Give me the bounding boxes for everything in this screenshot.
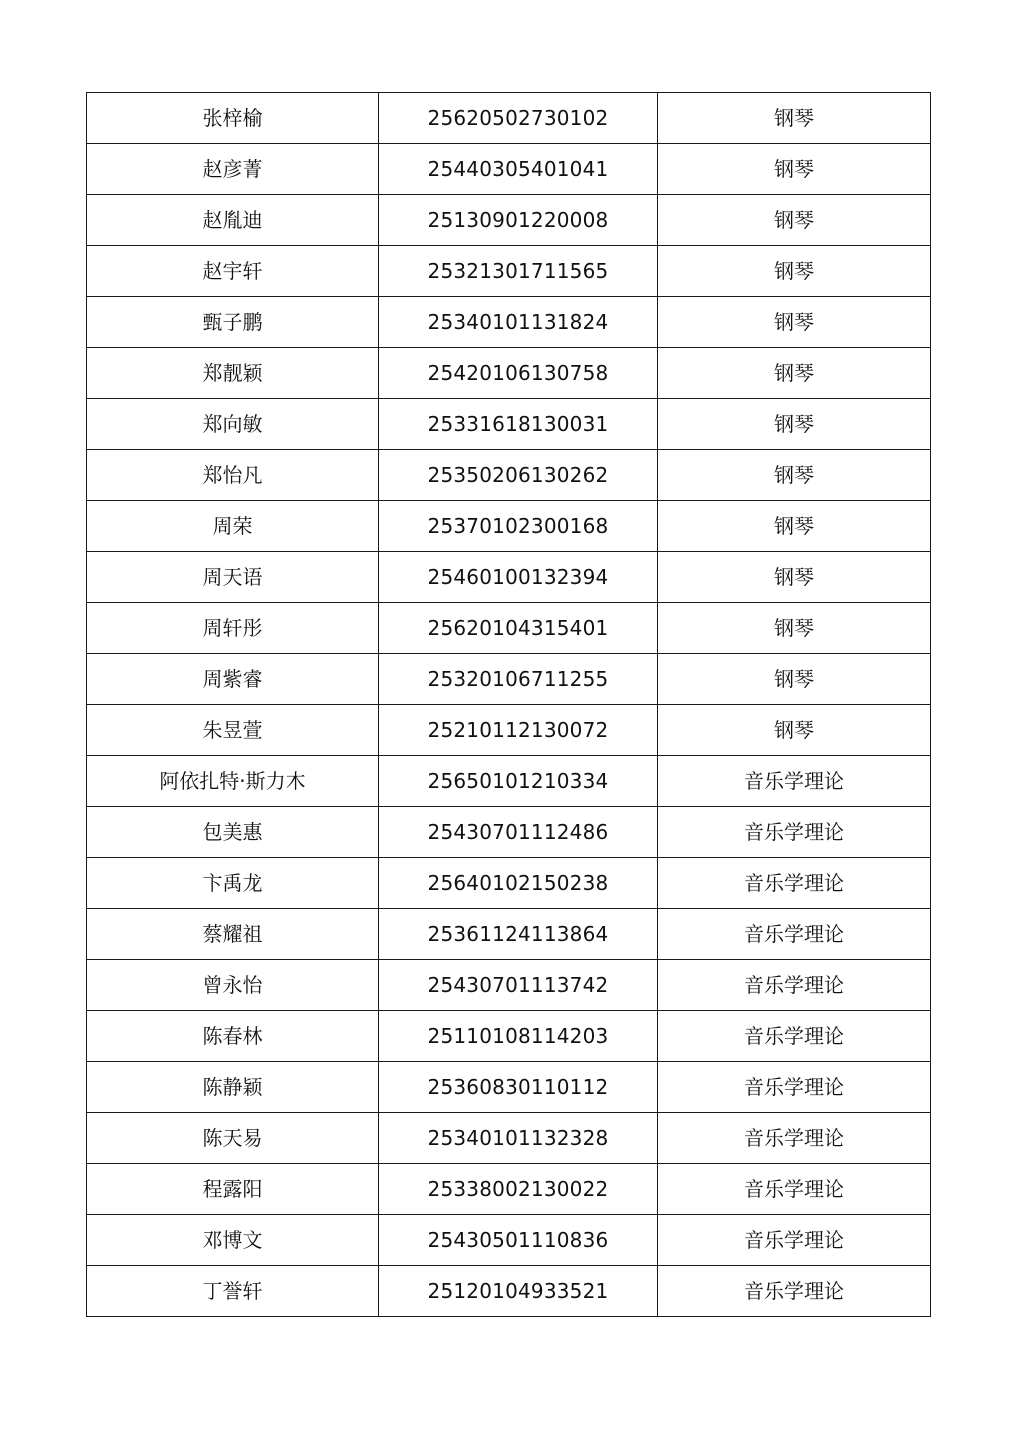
table-row <box>87 1062 931 1113</box>
table-row <box>87 654 931 705</box>
name-cell: 周天语 <box>87 552 379 603</box>
major-cell: 钢琴 <box>658 195 931 246</box>
table-row <box>87 1215 931 1266</box>
major-cell: 音乐学理论 <box>658 1011 931 1062</box>
table-row <box>87 399 931 450</box>
major-cell: 音乐学理论 <box>658 1062 931 1113</box>
exam-id-cell: 25430701112486 <box>379 807 658 858</box>
name-cell: 阿依扎特·斯力木 <box>87 756 379 807</box>
major-cell: 音乐学理论 <box>658 909 931 960</box>
name-cell: 郑向敏 <box>87 399 379 450</box>
table-row <box>87 552 931 603</box>
exam-id-cell: 25360830110112 <box>379 1062 658 1113</box>
table-row <box>87 450 931 501</box>
roster-table-body <box>87 93 931 1317</box>
exam-id-cell: 25340101132328 <box>379 1113 658 1164</box>
major-cell: 音乐学理论 <box>658 1215 931 1266</box>
table-row <box>87 501 931 552</box>
exam-id-cell: 25620104315401 <box>379 603 658 654</box>
table-row <box>87 195 931 246</box>
exam-id-cell: 25430701113742 <box>379 960 658 1011</box>
name-cell: 赵彦菁 <box>87 144 379 195</box>
exam-id-cell: 25620502730102 <box>379 93 658 144</box>
name-cell: 郑怡凡 <box>87 450 379 501</box>
exam-id-cell: 25120104933521 <box>379 1266 658 1317</box>
roster-table <box>86 92 931 1317</box>
exam-id-cell: 25430501110836 <box>379 1215 658 1266</box>
name-cell: 陈天易 <box>87 1113 379 1164</box>
major-cell: 音乐学理论 <box>658 1266 931 1317</box>
exam-id-cell: 25130901220008 <box>379 195 658 246</box>
exam-id-cell: 25440305401041 <box>379 144 658 195</box>
exam-id-cell: 25320106711255 <box>379 654 658 705</box>
table-row <box>87 144 931 195</box>
major-cell: 钢琴 <box>658 450 931 501</box>
name-cell: 周轩彤 <box>87 603 379 654</box>
name-cell: 张梓榆 <box>87 93 379 144</box>
exam-id-cell: 25350206130262 <box>379 450 658 501</box>
major-cell: 钢琴 <box>658 552 931 603</box>
name-cell: 程露阳 <box>87 1164 379 1215</box>
name-cell: 赵宇轩 <box>87 246 379 297</box>
name-cell: 郑靓颖 <box>87 348 379 399</box>
name-cell: 周荣 <box>87 501 379 552</box>
table-row <box>87 1011 931 1062</box>
table-row <box>87 1266 931 1317</box>
name-cell: 陈静颖 <box>87 1062 379 1113</box>
exam-id-cell: 25370102300168 <box>379 501 658 552</box>
major-cell: 音乐学理论 <box>658 807 931 858</box>
name-cell: 朱昱萱 <box>87 705 379 756</box>
exam-id-cell: 25340101131824 <box>379 297 658 348</box>
major-cell: 钢琴 <box>658 399 931 450</box>
table-row <box>87 858 931 909</box>
exam-id-cell: 25640102150238 <box>379 858 658 909</box>
table-row <box>87 960 931 1011</box>
exam-id-cell: 25420106130758 <box>379 348 658 399</box>
exam-id-cell: 25338002130022 <box>379 1164 658 1215</box>
table-row <box>87 705 931 756</box>
exam-id-cell: 25110108114203 <box>379 1011 658 1062</box>
table-row <box>87 756 931 807</box>
major-cell: 钢琴 <box>658 297 931 348</box>
name-cell: 卞禹龙 <box>87 858 379 909</box>
major-cell: 钢琴 <box>658 501 931 552</box>
major-cell: 钢琴 <box>658 654 931 705</box>
name-cell: 周紫睿 <box>87 654 379 705</box>
major-cell: 钢琴 <box>658 348 931 399</box>
major-cell: 音乐学理论 <box>658 960 931 1011</box>
table-row <box>87 348 931 399</box>
table-row <box>87 297 931 348</box>
name-cell: 丁誉轩 <box>87 1266 379 1317</box>
major-cell: 音乐学理论 <box>658 1164 931 1215</box>
exam-id-cell: 25210112130072 <box>379 705 658 756</box>
major-cell: 音乐学理论 <box>658 756 931 807</box>
exam-id-cell: 25331618130031 <box>379 399 658 450</box>
major-cell: 钢琴 <box>658 705 931 756</box>
name-cell: 包美惠 <box>87 807 379 858</box>
exam-id-cell: 25650101210334 <box>379 756 658 807</box>
name-cell: 陈春林 <box>87 1011 379 1062</box>
table-row <box>87 1113 931 1164</box>
name-cell: 蔡耀祖 <box>87 909 379 960</box>
major-cell: 钢琴 <box>658 603 931 654</box>
name-cell: 赵胤迪 <box>87 195 379 246</box>
exam-id-cell: 25321301711565 <box>379 246 658 297</box>
table-row <box>87 909 931 960</box>
major-cell: 钢琴 <box>658 246 931 297</box>
table-row <box>87 93 931 144</box>
name-cell: 邓博文 <box>87 1215 379 1266</box>
major-cell: 音乐学理论 <box>658 1113 931 1164</box>
name-cell: 曾永怡 <box>87 960 379 1011</box>
table-row <box>87 603 931 654</box>
table-row <box>87 246 931 297</box>
major-cell: 音乐学理论 <box>658 858 931 909</box>
exam-id-cell: 25361124113864 <box>379 909 658 960</box>
major-cell: 钢琴 <box>658 144 931 195</box>
table-row <box>87 1164 931 1215</box>
major-cell: 钢琴 <box>658 93 931 144</box>
table-row <box>87 807 931 858</box>
name-cell: 甄子鹏 <box>87 297 379 348</box>
exam-id-cell: 25460100132394 <box>379 552 658 603</box>
